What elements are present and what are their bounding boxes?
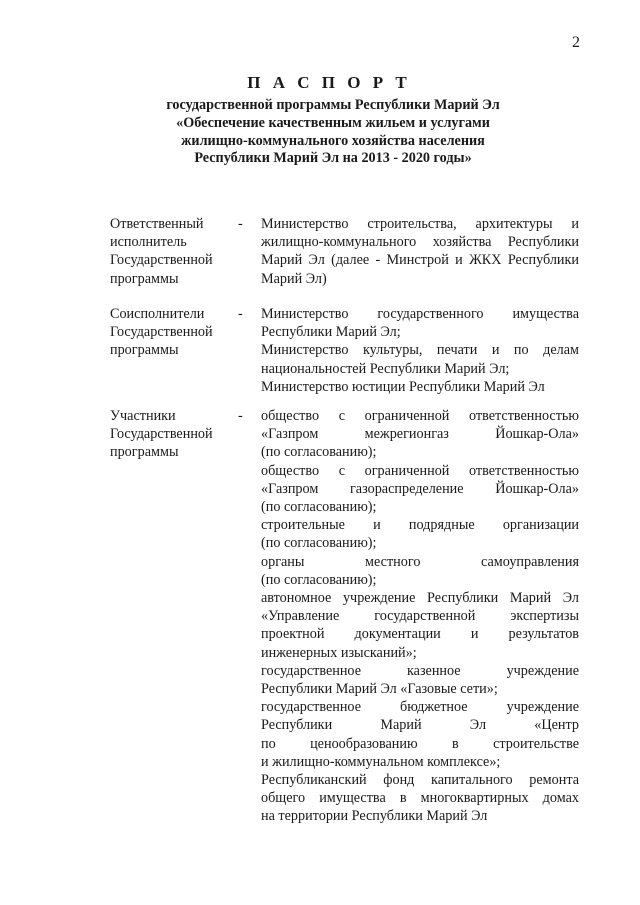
row-value [261,305,579,396]
row-label-line: Участники [110,408,176,424]
row-value-line: «Газпром межрегионгаз Йошкар-Ола» [261,426,579,443]
row-label [110,305,240,360]
row-value-line: Министерство культуры, печати и по делам [261,342,579,359]
row-value-line: общество с ограниченной ответственностью [261,462,579,479]
row-value-line: общего имущества в многоквартирных домах [261,790,579,807]
row-dash: - [238,306,243,322]
subtitle-line: «Обеспечение качественным жильем и услугами [176,114,490,131]
row-value-line: органы местного самоуправления [261,553,579,570]
row-value-line: «Управление государственной экспертизы [261,608,579,625]
row-label-line: исполнитель [110,234,187,251]
document-subtitle [0,97,640,168]
row-value-line: (по согласованию); [261,535,377,552]
row-value-line: Республики Марий Эл «Газовые сети»; [261,681,498,698]
row-value-line: по ценообразованию в строительстве [261,735,579,752]
row-value-line: Марий Эл (далее - Минстрой и ЖКХ Республики [261,252,579,269]
row-value-line: (по согласованию); [261,571,377,588]
row-label [110,407,240,462]
row-value [261,407,579,826]
row-label-line: Государственной [110,252,213,269]
row-value-line: государственное казенное учреждение [261,662,579,679]
row-value-line: Марий Эл) [261,270,327,287]
row-label-line: программы [110,270,179,287]
row-value-line: жилищно-коммунального хозяйства Республики [261,234,579,251]
row-value-line: Республиканский фонд капитального ремонта [261,772,579,789]
row-value-line: Республики Марий Эл; [261,324,401,341]
row-label-line: Ответственный [110,216,204,232]
row-value-line: и жилищно-коммунальном комплексе»; [261,753,501,770]
row-value-line: Республики Марий Эл «Центр [261,717,579,734]
row-value-line: строительные и подрядные организации [261,517,579,534]
row-value-line: проектной документации и результатов [261,626,579,643]
subtitle-line: Республики Марий Эл на 2013 - 2020 годы» [194,150,472,167]
row-value-line: «Газпром газораспределение Йошкар-Ола» [261,480,579,497]
row-value-line: (по согласованию); [261,444,377,461]
subtitle-line: государственной программы Республики Марий Эл [166,97,500,113]
document-title: П А С П О Р Т [247,73,411,92]
row-label-line: Государственной [110,324,213,341]
page-number: 2 [572,34,580,51]
row-value [261,215,579,288]
row-value-line: общество с ограниченной ответственностью [261,408,579,424]
row-value-line: государственное бюджетное учреждение [261,699,579,716]
row-value-line: на территории Республики Марий Эл [261,808,488,825]
row-label-line: Государственной [110,426,213,443]
row-label [110,215,240,288]
row-dash: - [238,216,243,232]
row-value-line: Министерство государственного имущества [261,306,579,322]
row-label-line: программы [110,342,179,359]
row-label-line: Соисполнители [110,306,205,322]
row-value-line: автономное учреждение Республики Марий Эл [261,590,579,607]
subtitle-line: жилищно-коммунального хозяйства населения [181,132,485,149]
row-value-line: инженерных изысканий»; [261,644,417,661]
row-label-line: программы [110,444,179,461]
row-value-line: Министерство юстиции Республики Марий Эл [261,378,545,395]
row-dash: - [238,408,243,424]
row-value-line: (по согласованию); [261,499,377,516]
row-value-line: Министерство строительства, архитектуры и [261,216,579,232]
row-value-line: национальностей Республики Марий Эл; [261,360,510,377]
